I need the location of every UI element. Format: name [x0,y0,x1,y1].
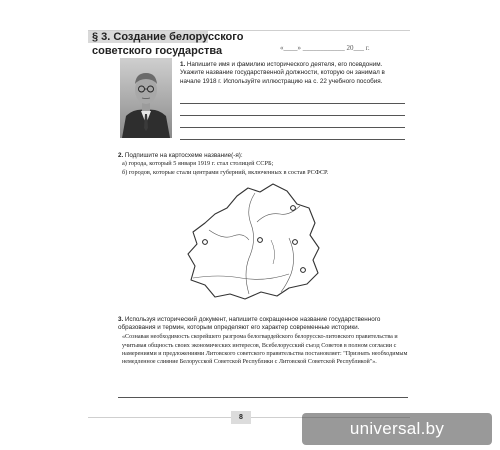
river [271,240,275,264]
task-3-number: 3. [118,316,124,323]
task-2-number: 2. [118,152,124,159]
river [281,238,294,292]
task-2-text: Подпишите на картосхеме название(-я): [124,152,243,159]
outline-map-belarus [185,178,335,308]
city-marker [293,240,298,245]
answer-line[interactable] [180,127,405,128]
historical-figure-portrait [120,58,172,138]
task-3 [118,316,408,366]
historical-document-quote: «Сознавая необходимость скорейшего разгрома белогвардейского белорусско-литовского правительства и учитывая общность своих экономических интересов, Всебелорусский съезд Советов в полном согласии с намерениями и предложениями Литовского советского правительства постановляет: "Признать необходимым немедленное слияние Белорусской Советской Республики с Литовской Советской Республикой"». [122,334,408,365]
task-2-option-a: а) города, который 5 января 1919 г. стал столицей ССРБ; [122,160,274,168]
task-1-text: Напишите имя и фамилию исторического деятеля, его псевдоним. Укажите название государственной должности, которую он занимал в начале 1918 г. Используйте иллюстрацию на с. 22 учебного пособия. [180,61,385,85]
answer-line[interactable] [180,103,405,104]
city-marker [301,268,306,273]
watermark: universal.by [302,413,492,445]
task-1-number: 1. [180,61,186,68]
answer-line[interactable] [118,397,408,398]
task-2 [118,152,408,177]
river [209,230,249,240]
city-marker [291,206,296,211]
task-3-text: Используя исторический документ, напишите сокращенное название государственного образования и термин, которым определяют его характер современные историки. [118,316,381,332]
city-marker [203,240,208,245]
page-number: 8 [231,411,251,424]
answer-line[interactable] [180,139,405,140]
answer-line[interactable] [180,115,405,116]
task-1 [180,61,405,86]
date-line: «____» ____________ 20___ г. [280,44,370,52]
task-2-option-b: б) городов, которые стали центрами губерний, включенных в состав РСФСР. [122,168,329,176]
river [193,274,289,279]
section-title: § 3. Создание белорусского советского государства [92,31,244,57]
city-marker [258,238,263,243]
